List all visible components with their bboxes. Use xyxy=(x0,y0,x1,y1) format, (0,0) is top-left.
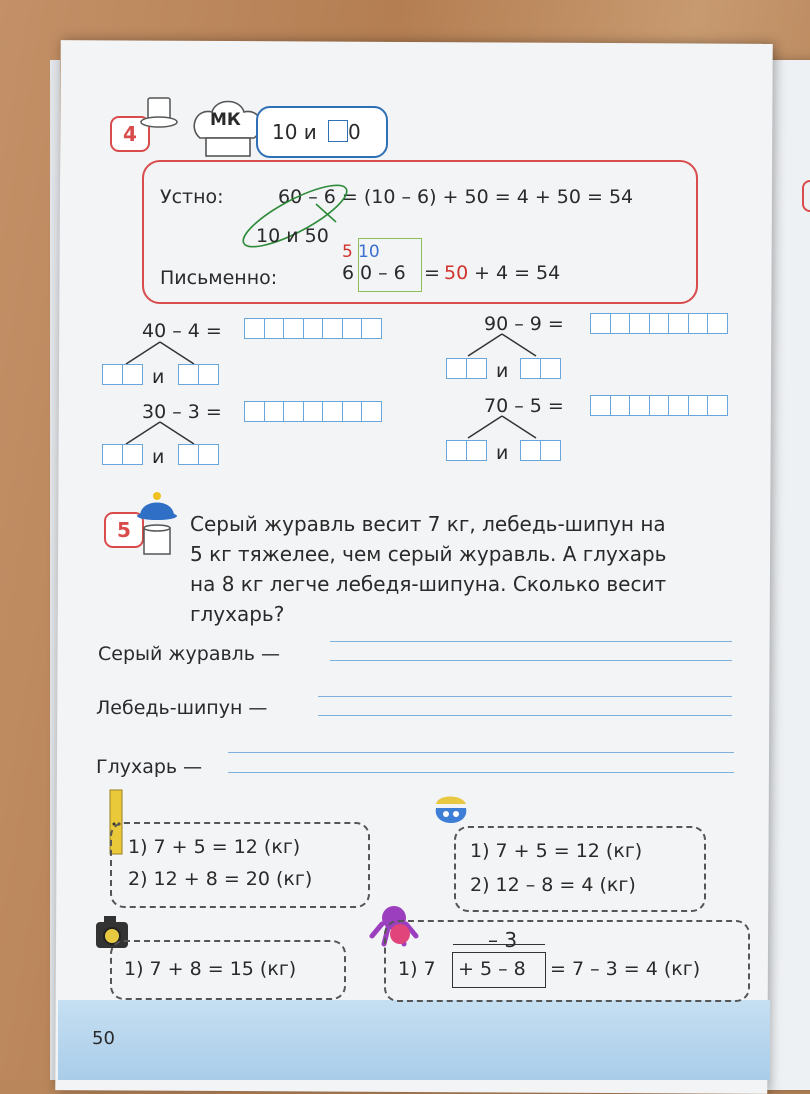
tens-cells[interactable] xyxy=(102,364,141,385)
answer-line[interactable] xyxy=(318,696,732,697)
written-label: Письменно: xyxy=(160,267,278,289)
and-label: и xyxy=(496,360,509,382)
page-number: 50 xyxy=(92,1028,115,1049)
written-red: 50 xyxy=(444,262,469,284)
task-number-5: 5 xyxy=(104,512,144,548)
written-top-blue: 10 xyxy=(358,242,380,262)
answer-line[interactable] xyxy=(228,772,734,773)
magic-hat-cylinder-icon xyxy=(134,488,180,568)
mk-empty-cell xyxy=(328,120,348,142)
problem-line: глухарь? xyxy=(190,602,285,626)
ones-cells[interactable] xyxy=(520,440,559,461)
decomposition-branch xyxy=(462,416,542,440)
answer-line[interactable] xyxy=(318,715,732,716)
written-expr: 0 – 6 xyxy=(360,262,406,284)
decomposition-branch xyxy=(462,334,542,358)
decomposition-branch xyxy=(120,422,200,446)
ones-cells[interactable] xyxy=(178,364,217,385)
row-label-crane: Серый журавль — xyxy=(98,643,281,665)
oral-split: 10 и 50 xyxy=(256,225,329,247)
answer-cells[interactable] xyxy=(244,318,381,339)
problem-line: 5 кг тяжелее, чем серый журавль. А глухарь xyxy=(190,542,667,566)
row-label-swan: Лебедь-шипун — xyxy=(96,697,268,719)
tens-cells[interactable] xyxy=(446,358,485,379)
row-label-grouse: Глухарь — xyxy=(96,756,203,778)
bracket-result: – 3 xyxy=(488,928,518,952)
answer-line[interactable] xyxy=(228,752,734,753)
written-top-red: 5 xyxy=(342,242,353,262)
written-rest: + 4 = 54 xyxy=(474,262,561,284)
solution-suffix: = 7 – 3 = 4 (кг) xyxy=(550,958,701,980)
ones-cells[interactable] xyxy=(178,444,217,465)
problem-line: Серый журавль весит 7 кг, лебедь-шипун на xyxy=(190,512,666,536)
mk-text: 10 и xyxy=(272,120,317,144)
exercise-expression: 90 – 9 = xyxy=(484,313,564,335)
bracket-line xyxy=(453,944,545,945)
solution-boxed: + 5 – 8 xyxy=(458,958,526,980)
solution-line: 2) 12 – 8 = 4 (кг) xyxy=(470,874,636,896)
solution-box-a xyxy=(110,822,370,908)
exercise-expression: 40 – 4 = xyxy=(142,320,222,342)
mk-text-end: 0 xyxy=(348,120,361,144)
answer-cells[interactable] xyxy=(590,395,727,416)
solution-line: 1) 7 + 8 = 15 (кг) xyxy=(124,958,297,980)
and-label: и xyxy=(152,366,165,388)
and-label: и xyxy=(152,446,165,468)
tens-cells[interactable] xyxy=(446,440,485,461)
written-digit: 6 xyxy=(342,262,355,284)
written-eq: = xyxy=(424,262,440,284)
tens-cells[interactable] xyxy=(102,444,141,465)
solution-line: 1) 7 + 5 = 12 (кг) xyxy=(470,840,643,862)
solution-prefix: 1) 7 xyxy=(398,958,436,980)
mk-label: МК xyxy=(210,110,241,130)
problem-line: на 8 кг легче лебедя-шипуна. Сколько весит xyxy=(190,572,667,596)
decomposition-branch xyxy=(120,342,200,366)
footer-band xyxy=(58,1000,770,1080)
task-number-4: 4 xyxy=(110,116,150,152)
answer-line[interactable] xyxy=(330,641,732,642)
ones-cells[interactable] xyxy=(520,358,559,379)
and-label: и xyxy=(496,442,509,464)
oral-label: Устно: xyxy=(160,186,224,208)
top-hat-icon xyxy=(140,96,180,130)
solution-box-b xyxy=(454,826,706,912)
exercise-expression: 30 – 3 = xyxy=(142,401,222,423)
answer-line[interactable] xyxy=(330,660,732,661)
answer-cells[interactable] xyxy=(244,401,381,422)
solution-line: 2) 12 + 8 = 20 (кг) xyxy=(128,868,313,890)
next-page-badge xyxy=(802,180,810,212)
exercise-expression: 70 – 5 = xyxy=(484,395,564,417)
solution-line: 1) 7 + 5 = 12 (кг) xyxy=(128,836,301,858)
oral-expression: 60 – 6 = (10 – 6) + 50 = 4 + 50 = 54 xyxy=(278,186,634,208)
answer-cells[interactable] xyxy=(590,313,727,334)
